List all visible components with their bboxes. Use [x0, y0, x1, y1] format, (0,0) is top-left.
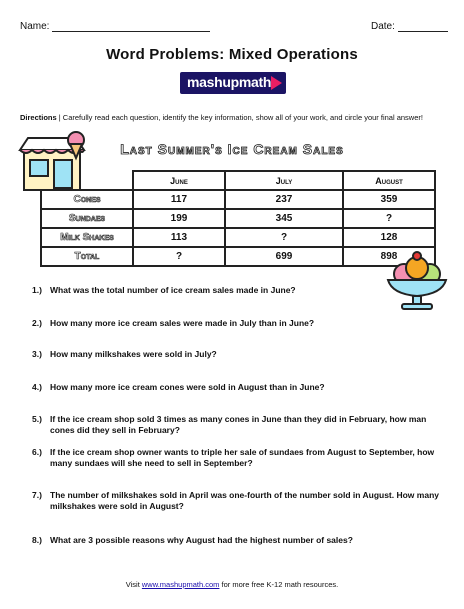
directions-label: Directions: [20, 113, 57, 122]
question-number: 1.): [32, 285, 42, 295]
question-text: How many more ice cream cones were sold in August than in June?: [50, 382, 325, 392]
name-line[interactable]: [52, 22, 210, 32]
directions: [20, 113, 450, 122]
question-5: [32, 414, 442, 436]
table-cell: 128: [343, 228, 435, 247]
question-8: [32, 535, 442, 546]
table-cell: ?: [225, 228, 343, 247]
question-text: The number of milkshakes sold in April was one-fourth of the number sold in August. How many milkshakes were sold in August?: [50, 490, 439, 511]
table-cell: 345: [225, 209, 343, 228]
date-label: Date:: [371, 21, 395, 32]
question-number: 2.): [32, 318, 42, 328]
question-text: What was the total number of ice cream sales made in June?: [50, 285, 296, 295]
footer-suffix: for more free K-12 math resources.: [219, 580, 339, 589]
question-text: What are 3 possible reasons why August had the highest number of sales?: [50, 535, 353, 545]
table-title: Last Summer's Ice Cream Sales: [120, 141, 344, 157]
table-row: [41, 190, 435, 209]
table-cell: ?: [133, 247, 225, 266]
table-row: [41, 247, 435, 266]
table-cell: 117: [133, 190, 225, 209]
table-cell: 113: [133, 228, 225, 247]
question-text: If the ice cream shop sold 3 times as many cones in June than they did in February, how man cones did they sell in February?: [50, 414, 427, 435]
col-august: August: [343, 171, 435, 190]
name-field: [20, 21, 210, 32]
question-2: [32, 318, 442, 329]
directions-text: | Carefully read each question, identify the key information, show all of your work, and circle your final answer!: [56, 113, 423, 122]
question-number: 3.): [32, 349, 42, 359]
table-cell: 237: [225, 190, 343, 209]
page-title: Word Problems: Mixed Operations: [106, 46, 358, 63]
table-cell: 359: [343, 190, 435, 209]
table-cell: 699: [225, 247, 343, 266]
row-label: Total: [41, 247, 133, 266]
question-text: How many more ice cream sales were made in July than in June?: [50, 318, 315, 328]
row-label: Milk Shakes: [41, 228, 133, 247]
footer-prefix: Visit: [125, 580, 142, 589]
mashupmath-logo: [180, 72, 286, 94]
question-1: [32, 285, 442, 296]
row-label: Cones: [41, 190, 133, 209]
table-row: [41, 209, 435, 228]
question-3: [32, 349, 442, 360]
question-text: If the ice cream shop owner wants to triple her sale of sundaes from August to September, how many sundaes will she need to sell in September?: [50, 447, 435, 468]
col-july: July: [225, 171, 343, 190]
logo-text: mashupmath: [187, 74, 272, 90]
sundae-icon: [384, 250, 450, 312]
name-label: Name:: [20, 21, 50, 32]
table-row: [41, 228, 435, 247]
footer-link[interactable]: www.mashupmath.com: [141, 580, 220, 589]
row-label: Sundaes: [41, 209, 133, 228]
date-field: [371, 21, 448, 32]
table-corner: [41, 171, 133, 190]
question-number: 7.): [32, 490, 42, 500]
question-number: 8.): [32, 535, 42, 545]
sales-table: [40, 170, 436, 267]
question-number: 6.): [32, 447, 42, 457]
footer: [0, 580, 464, 589]
table-cell: 199: [133, 209, 225, 228]
question-text: How many milkshakes were sold in July?: [50, 349, 217, 359]
table-header-row: [41, 171, 435, 190]
col-june: June: [133, 171, 225, 190]
question-4: [32, 382, 442, 393]
question-6: [32, 447, 442, 469]
question-7: [32, 490, 442, 512]
question-number: 4.): [32, 382, 42, 392]
table-cell: 898: [343, 247, 435, 266]
table-cell: ?: [343, 209, 435, 228]
question-number: 5.): [32, 414, 42, 424]
date-line[interactable]: [398, 22, 448, 32]
play-icon: [271, 76, 282, 90]
